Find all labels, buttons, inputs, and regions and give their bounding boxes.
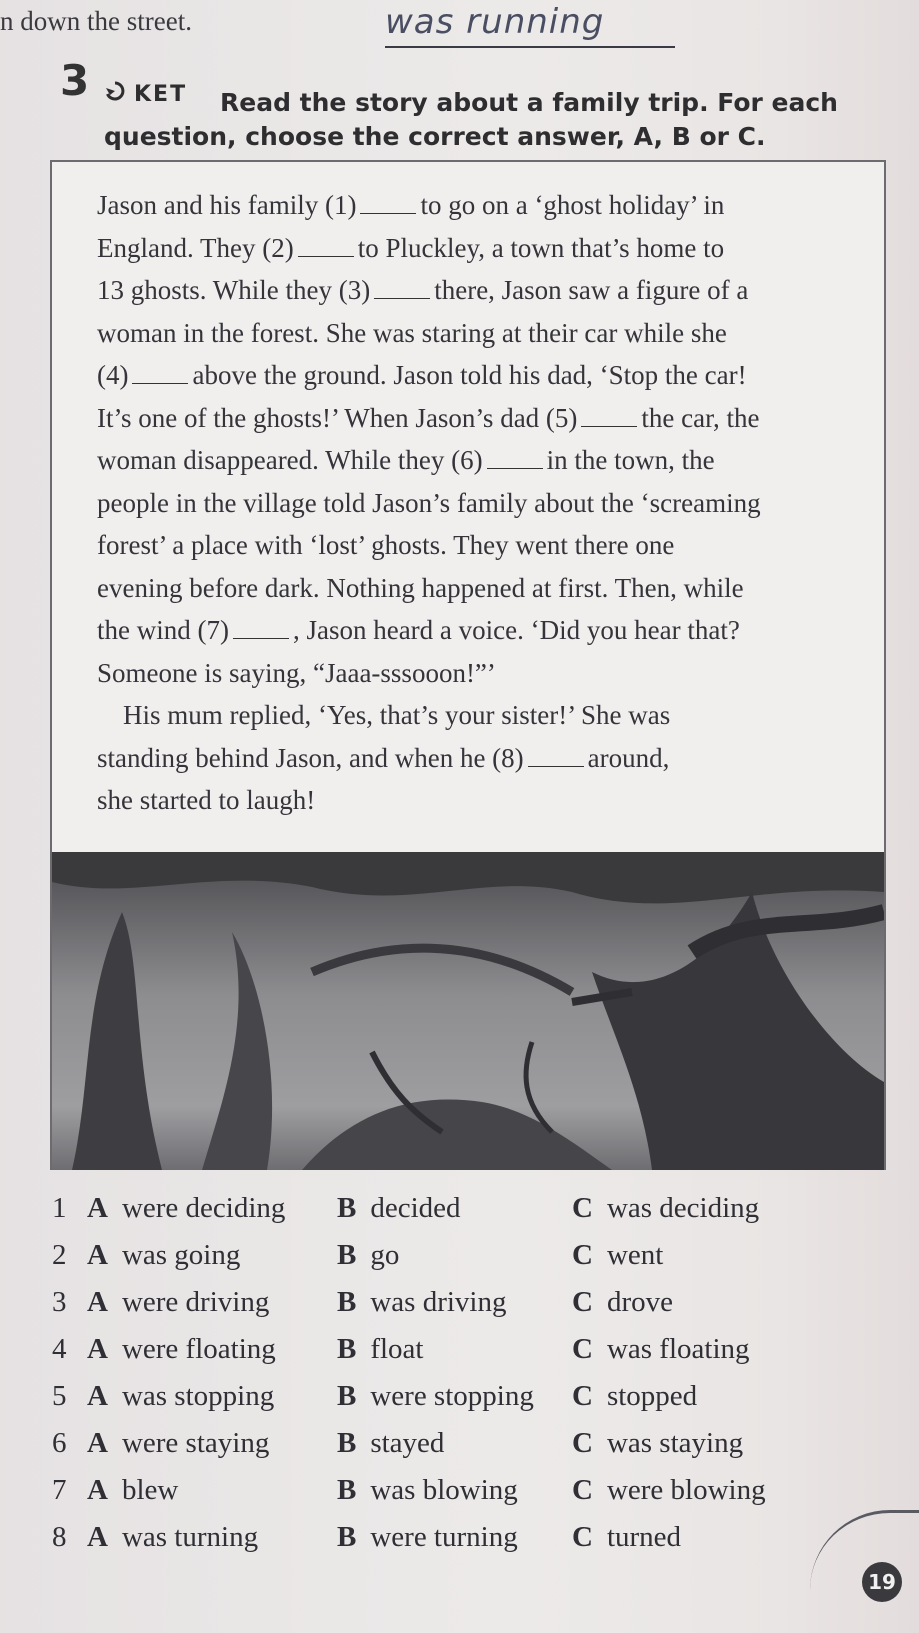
- story-text-segment: England. They (2): [97, 232, 294, 263]
- option-letter: A: [87, 1286, 108, 1318]
- option-a[interactable]: [87, 1192, 285, 1225]
- option-letter: A: [87, 1192, 108, 1224]
- option-text: stopped: [606, 1380, 698, 1412]
- story-line: [97, 312, 857, 355]
- gap-blank[interactable]: [360, 195, 416, 214]
- haunted-forest-illustration: [52, 852, 884, 1170]
- option-text: was floating: [606, 1333, 750, 1365]
- story-text-segment: (4): [97, 360, 129, 390]
- option-letter: C: [572, 1286, 593, 1318]
- option-c[interactable]: [572, 1380, 697, 1413]
- option-b[interactable]: [337, 1333, 424, 1366]
- option-c[interactable]: [572, 1427, 743, 1460]
- story-text-segment: above the ground. Jason told his dad, ‘Stop the car!: [192, 360, 747, 390]
- story-text-segment: she started to laugh!: [97, 785, 316, 815]
- option-letter: A: [87, 1333, 108, 1365]
- option-letter: C: [572, 1474, 593, 1506]
- option-b[interactable]: [337, 1521, 518, 1554]
- story-text-segment: woman in the forest. She was staring at their car while she: [97, 317, 727, 348]
- story-text-segment: to go on a ‘ghost holiday’ in: [420, 190, 725, 220]
- option-text: float: [370, 1333, 424, 1365]
- question-number: 7: [52, 1474, 67, 1506]
- story-text-segment: forest’ a place with ‘lost’ ghosts. They went there one: [97, 530, 675, 560]
- story-text-segment: evening before dark. Nothing happened at first. Then, while: [97, 572, 744, 603]
- story-text-segment: people in the village told Jason’s family about the ‘screaming: [97, 487, 761, 518]
- story-line: [97, 439, 857, 482]
- option-text: were driving: [121, 1286, 270, 1318]
- option-letter: A: [87, 1521, 108, 1553]
- gap-blank[interactable]: [233, 620, 289, 639]
- option-text: turned: [606, 1521, 682, 1553]
- option-text: were turning: [370, 1521, 518, 1553]
- gap-blank[interactable]: [487, 450, 543, 469]
- option-text: blew: [121, 1474, 179, 1506]
- story-line: [97, 779, 857, 822]
- story-text-segment: It’s one of the ghosts!’ When Jason’s dad (5): [97, 402, 578, 433]
- option-c[interactable]: [572, 1239, 663, 1272]
- option-a[interactable]: [87, 1239, 240, 1272]
- option-a[interactable]: [87, 1286, 269, 1319]
- option-b[interactable]: [337, 1474, 518, 1507]
- story-line: [97, 694, 857, 737]
- story-line: [97, 354, 857, 397]
- question-number: 3: [52, 1286, 67, 1318]
- gap-blank[interactable]: [132, 365, 188, 384]
- option-text: drove: [606, 1286, 673, 1318]
- option-text: were floating: [121, 1333, 276, 1365]
- option-a[interactable]: [87, 1333, 276, 1366]
- option-a[interactable]: [87, 1521, 258, 1554]
- story-line: [97, 737, 857, 780]
- option-c[interactable]: [572, 1474, 766, 1507]
- handwritten-answer: was running: [385, 2, 675, 48]
- question-number: 8: [52, 1521, 67, 1553]
- option-letter: A: [87, 1380, 108, 1412]
- gap-blank[interactable]: [374, 280, 430, 299]
- option-a[interactable]: [87, 1474, 178, 1507]
- option-text: was stopping: [121, 1380, 275, 1412]
- option-text: were staying: [121, 1427, 270, 1459]
- option-text: was going: [121, 1239, 241, 1271]
- option-letter: B: [337, 1239, 357, 1271]
- option-letter: C: [572, 1380, 593, 1412]
- story-line: [97, 609, 857, 652]
- story-line: [97, 397, 857, 440]
- option-text: were blowing: [606, 1474, 766, 1506]
- option-text: were stopping: [370, 1380, 534, 1412]
- option-text: was deciding: [606, 1192, 760, 1224]
- story-text: [97, 184, 857, 822]
- option-letter: C: [572, 1427, 593, 1459]
- story-text-segment: His mum replied, ‘Yes, that’s your sister!’ She was: [123, 700, 671, 730]
- story-line: [97, 269, 857, 312]
- option-text: was turning: [121, 1521, 259, 1553]
- instruction-line-1: Read the story about a family trip. For each: [220, 88, 838, 117]
- story-line: [97, 524, 857, 567]
- story-text-segment: to Pluckley, a town that’s home to: [357, 232, 725, 263]
- story-text-segment: there, Jason saw a figure of a: [434, 275, 749, 305]
- option-text: went: [606, 1239, 664, 1271]
- option-c[interactable]: [572, 1192, 759, 1225]
- option-text: were deciding: [121, 1192, 286, 1224]
- option-text: was staying: [606, 1427, 744, 1459]
- question-number: 6: [52, 1427, 67, 1459]
- exercise-number: 3: [60, 56, 90, 105]
- story-line: [97, 227, 857, 270]
- story-text-segment: 13 ghosts. While they (3): [97, 275, 371, 305]
- option-text: stayed: [370, 1427, 445, 1459]
- option-b[interactable]: [337, 1427, 444, 1460]
- gap-blank[interactable]: [528, 748, 584, 767]
- option-letter: B: [337, 1380, 357, 1412]
- option-letter: B: [337, 1192, 357, 1224]
- option-letter: C: [572, 1333, 593, 1365]
- option-letter: C: [572, 1239, 593, 1271]
- question-number: 2: [52, 1239, 67, 1271]
- story-line: [97, 184, 857, 227]
- story-line: [97, 482, 857, 525]
- option-c[interactable]: [572, 1333, 750, 1366]
- question-number: 1: [52, 1192, 67, 1224]
- option-b[interactable]: [337, 1286, 506, 1319]
- story-text-segment: standing behind Jason, and when he (8): [97, 742, 524, 773]
- option-letter: A: [87, 1474, 108, 1506]
- option-letter: B: [337, 1286, 357, 1318]
- story-box: [50, 160, 886, 1170]
- option-letter: A: [87, 1239, 108, 1271]
- option-c[interactable]: [572, 1286, 673, 1319]
- question-number: 5: [52, 1380, 67, 1412]
- option-letter: A: [87, 1427, 108, 1459]
- gap-blank[interactable]: [581, 408, 637, 427]
- option-b[interactable]: [337, 1380, 534, 1413]
- option-a[interactable]: [87, 1380, 274, 1413]
- story-text-segment: woman disappeared. While they (6): [97, 445, 483, 475]
- option-text: was blowing: [370, 1474, 518, 1506]
- story-line: [97, 567, 857, 610]
- option-letter: B: [337, 1333, 357, 1365]
- option-letter: B: [337, 1521, 357, 1553]
- exam-tag: KET: [134, 82, 188, 107]
- option-letter: B: [337, 1474, 357, 1506]
- story-text-segment: Someone is saying, “Jaaa-sssooon!”’: [97, 657, 496, 688]
- story-text-segment: , Jason heard a voice. ‘Did you hear that?: [292, 615, 740, 645]
- option-b[interactable]: [337, 1192, 461, 1225]
- option-letter: B: [337, 1427, 357, 1459]
- instruction-line-2: question, choose the correct answer, A, B or C.: [104, 122, 766, 151]
- story-text-segment: the wind (7): [97, 615, 229, 645]
- option-text: go: [370, 1239, 400, 1271]
- story-text-segment: around,: [587, 742, 670, 773]
- option-letter: C: [572, 1521, 593, 1553]
- story-line: [97, 652, 857, 695]
- option-b[interactable]: [337, 1239, 399, 1272]
- gap-blank[interactable]: [298, 238, 354, 257]
- story-text-segment: the car, the: [641, 402, 760, 433]
- previous-exercise-line: n down the street.: [0, 6, 192, 36]
- page-number: 19: [862, 1562, 902, 1602]
- option-a[interactable]: [87, 1427, 269, 1460]
- option-text: decided: [370, 1192, 461, 1224]
- option-c[interactable]: [572, 1521, 681, 1554]
- option-text: was driving: [370, 1286, 507, 1318]
- question-number: 4: [52, 1333, 67, 1365]
- story-text-segment: in the town, the: [546, 445, 715, 475]
- exam-task-icon: [104, 80, 126, 102]
- story-text-segment: Jason and his family (1): [97, 190, 357, 220]
- option-letter: C: [572, 1192, 593, 1224]
